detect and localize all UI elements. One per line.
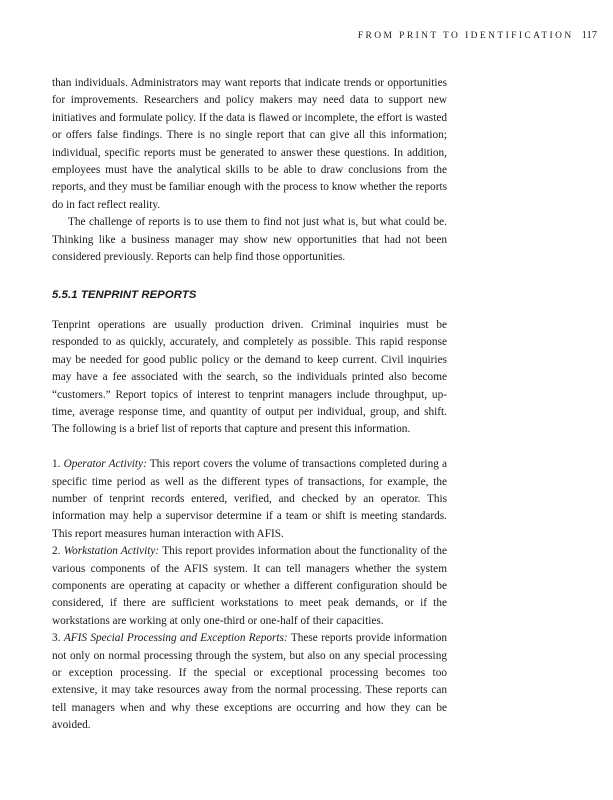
page-body <box>52 75 447 735</box>
list-item-text: These reports provide information not only on normal processing through the system, but also on any special processing or exception processing. If the special or exceptional processing becomes too extensive, it may take resources away from the normal processing. These reports can tell managers when and why these exceptions are occurring and how they can be avoided. <box>52 632 447 732</box>
list-item-text: This report covers the volume of transactions completed during a specific time period as well as the different types of transactions, for example, the number of tenprint records entered, verified, and checked by an operator. This information may help a supervisor determine if a team or shift is meeting standards. This report measures human interaction with AFIS. <box>52 458 447 540</box>
running-head-title: FROM PRINT TO IDENTIFICATION <box>357 31 574 41</box>
list-item <box>52 456 447 543</box>
list-item-title: AFIS Special Processing and Exception Reports: <box>63 632 288 645</box>
paragraph-continued: than individuals. Administrators may want reports that indicate trends or opportunities for improvements. Researchers and policy makers may need data to support new initiatives and formulate policy. If the data is flawed or incomplete, the effort is wasted or offers false findings. There is no single report that can give all this information; individual, specific reports must be generated to answer these questions. In addition, employees must have the analytical skills to be able to draw conclusions from the reports, and they must be familiar enough with the process to know whether the reports do in fact reflect reality. <box>52 77 447 211</box>
list-item-title: Workstation Activity: <box>63 545 160 558</box>
list-item-title: Operator Activity: <box>63 458 147 471</box>
section-heading: 5.5.1 TENPRINT REPORTS <box>52 289 197 302</box>
section-intro-paragraph: Tenprint operations are usually production driven. Criminal inquiries must be responded to as quickly, accurately, and completely as possible. This rapid response may be needed for good public policy or the demand to keep current. Civil inquiries may have a fee associated with the search, so the individuals printed also become “customers.” Report topics of interest to tenprint managers include throughput, up-time, average response time, and quantity of output per individual, group, and shift. The following is a brief list of reports that capture and present this information. <box>52 318 447 436</box>
report-list <box>52 456 447 735</box>
list-item <box>52 630 447 734</box>
list-item-number: 2. <box>52 545 61 558</box>
page-number: 117 <box>581 30 597 41</box>
list-item-text: This report provides information about the functionality of the various components of the AFIS system. It can tell managers whether the system components are operating at capacity or whether a different configuration should be considered, if there are sufficient workstations to meet peak demands, or if the workstations are working at only one-third or one-half of their capacities. <box>52 545 448 627</box>
list-item <box>52 543 447 630</box>
list-item-number: 3. <box>52 632 61 645</box>
running-head <box>358 30 597 41</box>
list-item-number: 1. <box>52 458 61 471</box>
paragraph-reports-challenge: The challenge of reports is to use them to find not just what is, but what could be. Thinking like a business manager may show new opportunities that had not been considered previously. Reports can help find those opportunities. <box>52 216 447 264</box>
